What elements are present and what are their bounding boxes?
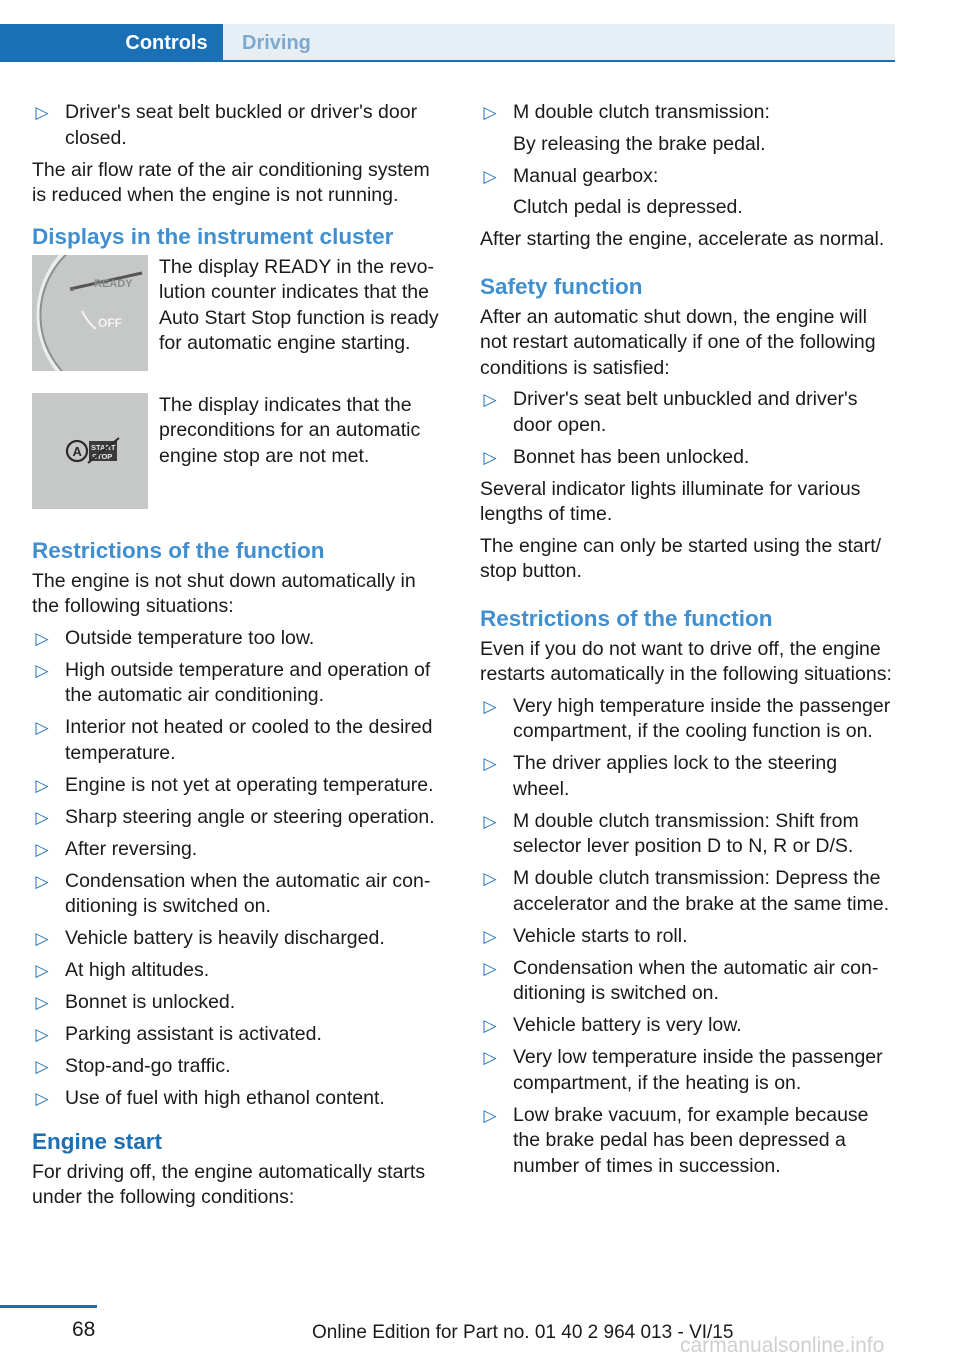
- list-item: ▷ M double clutch transmission: By releasing the brake pedal.: [480, 100, 895, 157]
- triangle-bullet-icon: ▷: [483, 103, 497, 122]
- list-item: ▷ Driver's seat belt buckled or driver's door closed.: [32, 100, 447, 151]
- ready-display-image: [32, 255, 148, 371]
- startstop-paragraph: The engine can only be started using the start/ stop button.: [480, 534, 882, 582]
- seatbelt-list: [32, 100, 447, 151]
- tab-controls[interactable]: Controls: [0, 24, 223, 62]
- list-item: ▷ Vehicle battery is heavily discharged.: [32, 926, 447, 952]
- list-item: ▷ Vehicle battery is very low.: [480, 1013, 895, 1039]
- list-item: ▷ At high altitudes.: [32, 958, 447, 984]
- heading-restrictions-2: Restrictions of the function: [480, 605, 773, 631]
- heading-engine-start: Engine start: [32, 1128, 163, 1154]
- figure-startstop-row: [32, 393, 447, 509]
- tab-driving[interactable]: Driving: [223, 24, 895, 62]
- triangle-bullet-icon: ▷: [35, 660, 49, 680]
- list-item: ▷ Manual gearbox: Clutch pedal is depressed.: [480, 164, 895, 221]
- list-item: ▷ M double clutch transmission: Shift from selector lever position D to N, R or D/S.: [480, 809, 895, 860]
- edition-label: Online Edition for Part no. 01 40 2 964 013 - VI/15: [312, 1322, 734, 1343]
- list-item: ▷ Condensation when the automatic air conditioning is switched on.: [480, 956, 895, 1007]
- list-item: ▷ Engine is not yet at operating temperature.: [32, 773, 447, 799]
- heading-restrictions: Restrictions of the function: [32, 537, 325, 563]
- safety-list: [480, 387, 895, 470]
- page-number: 68: [72, 1318, 96, 1341]
- triangle-bullet-icon: ▷: [35, 718, 49, 737]
- restrictions2-list: [480, 694, 895, 1180]
- start-conditions-list: [480, 100, 895, 221]
- triangle-bullet-icon: ▷: [35, 775, 49, 795]
- triangle-bullet-icon: ▷: [35, 807, 49, 827]
- triangle-bullet-icon: ▷: [483, 1105, 497, 1125]
- triangle-bullet-icon: ▷: [35, 993, 49, 1012]
- indicator-paragraph: Several indicator lights illuminate for various lengths of time.: [480, 477, 861, 525]
- rev-counter-icon: [32, 255, 148, 371]
- triangle-bullet-icon: ▷: [483, 869, 497, 888]
- list-item: ▷ Interior not heated or cooled to the desired temperature.: [32, 715, 447, 766]
- triangle-bullet-icon: ▷: [35, 1057, 49, 1076]
- restrictions2-intro: Even if you do not want to drive off, the engine restarts automatically in the following situations:: [480, 637, 892, 685]
- startstop-description: The display indicates that the preconditions for an automatic engine stop are not met.: [159, 393, 421, 467]
- restrictions-list: [32, 626, 447, 1112]
- list-item: ▷ Sharp steering angle or steering operation.: [32, 805, 447, 831]
- triangle-bullet-icon: ▷: [35, 961, 49, 980]
- list-item: ▷ M double clutch transmission: Depress the accelerator and the brake at the same time.: [480, 866, 895, 917]
- safety-intro: After an automatic shut down, the engine will not restart automatically if one of the following conditions is satisfied:: [480, 305, 876, 379]
- ready-description: The display READY in the revolution counter indicates that the Auto Start Stop function is ready for automatic engine starting.: [159, 255, 439, 354]
- triangle-bullet-icon: ▷: [35, 103, 49, 122]
- svg-text:START: START: [91, 442, 116, 452]
- triangle-bullet-icon: ▷: [483, 811, 497, 831]
- triangle-bullet-icon: ▷: [483, 166, 497, 186]
- svg-text:STOP: STOP: [92, 451, 113, 461]
- engine-start-intro: For driving off, the engine automatically starts under the following conditions:: [32, 1160, 426, 1208]
- triangle-bullet-icon: ▷: [35, 1089, 49, 1108]
- triangle-bullet-icon: ▷: [483, 958, 497, 978]
- triangle-bullet-icon: ▷: [483, 1016, 497, 1035]
- triangle-bullet-icon: ▷: [35, 871, 49, 891]
- list-item: ▷ Bonnet is unlocked.: [32, 990, 447, 1016]
- triangle-bullet-icon: ▷: [483, 1048, 497, 1067]
- figure-ready-row: [32, 255, 447, 371]
- heading-displays: Displays in the instrument cluster: [32, 223, 394, 249]
- auto-start-stop-icon: [32, 393, 148, 509]
- header-tabs: [0, 0, 895, 62]
- airflow-paragraph: The air flow rate of the air conditioning system is reduced when the engine is not running.: [32, 158, 430, 206]
- list-item: ▷ High outside temperature and operation of the automatic air conditioning.: [32, 658, 447, 709]
- left-column: [32, 100, 447, 1217]
- triangle-bullet-icon: ▷: [35, 839, 49, 859]
- triangle-bullet-icon: ▷: [483, 447, 497, 467]
- triangle-bullet-icon: ▷: [483, 696, 497, 716]
- triangle-bullet-icon: ▷: [483, 390, 497, 409]
- restrictions-intro: The engine is not shut down automatically in the following situations:: [32, 569, 416, 617]
- footer-rule: [0, 1305, 97, 1308]
- heading-safety: Safety function: [480, 273, 643, 299]
- startstop-display-image: [32, 393, 148, 509]
- svg-text:READY: READY: [94, 277, 133, 290]
- right-column: [480, 100, 895, 1186]
- list-item: ▷ Parking assistant is activated.: [32, 1022, 447, 1048]
- list-item: ▷ Use of fuel with high ethanol content.: [32, 1086, 447, 1112]
- after-start-paragraph: After starting the engine, accelerate as normal.: [480, 228, 885, 250]
- list-item: ▷ Stop-and-go traffic.: [32, 1054, 447, 1080]
- list-item: ▷ Low brake vacuum, for example because the brake pedal has been depressed a number of times in succession.: [480, 1103, 895, 1180]
- list-item: ▷ Very high temperature inside the passenger compartment, if the cooling function is on.: [480, 694, 895, 745]
- list-item: ▷ The driver applies lock to the steering wheel.: [480, 751, 895, 802]
- triangle-bullet-icon: ▷: [483, 754, 497, 773]
- list-item: ▷ Vehicle starts to roll.: [480, 924, 895, 950]
- svg-text:A: A: [72, 443, 82, 459]
- triangle-bullet-icon: ▷: [35, 1025, 49, 1044]
- triangle-bullet-icon: ▷: [483, 926, 497, 946]
- header-rule: [0, 60, 895, 62]
- triangle-bullet-icon: ▷: [35, 628, 49, 648]
- watermark: carmanualsonline.info: [680, 1334, 885, 1357]
- list-item: ▷ Outside temperature too low.: [32, 626, 447, 652]
- triangle-bullet-icon: ▷: [35, 929, 49, 948]
- list-item: ▷ Very low temperature inside the passenger compartment, if the heating is on.: [480, 1045, 895, 1096]
- svg-text:OFF: OFF: [98, 315, 122, 330]
- list-item: ▷ After reversing.: [32, 837, 447, 863]
- list-item: ▷ Bonnet has been unlocked.: [480, 445, 895, 471]
- list-item: ▷ Condensation when the automatic air conditioning is switched on.: [32, 869, 447, 920]
- list-item: ▷ Driver's seat belt unbuckled and driver's door open.: [480, 387, 895, 438]
